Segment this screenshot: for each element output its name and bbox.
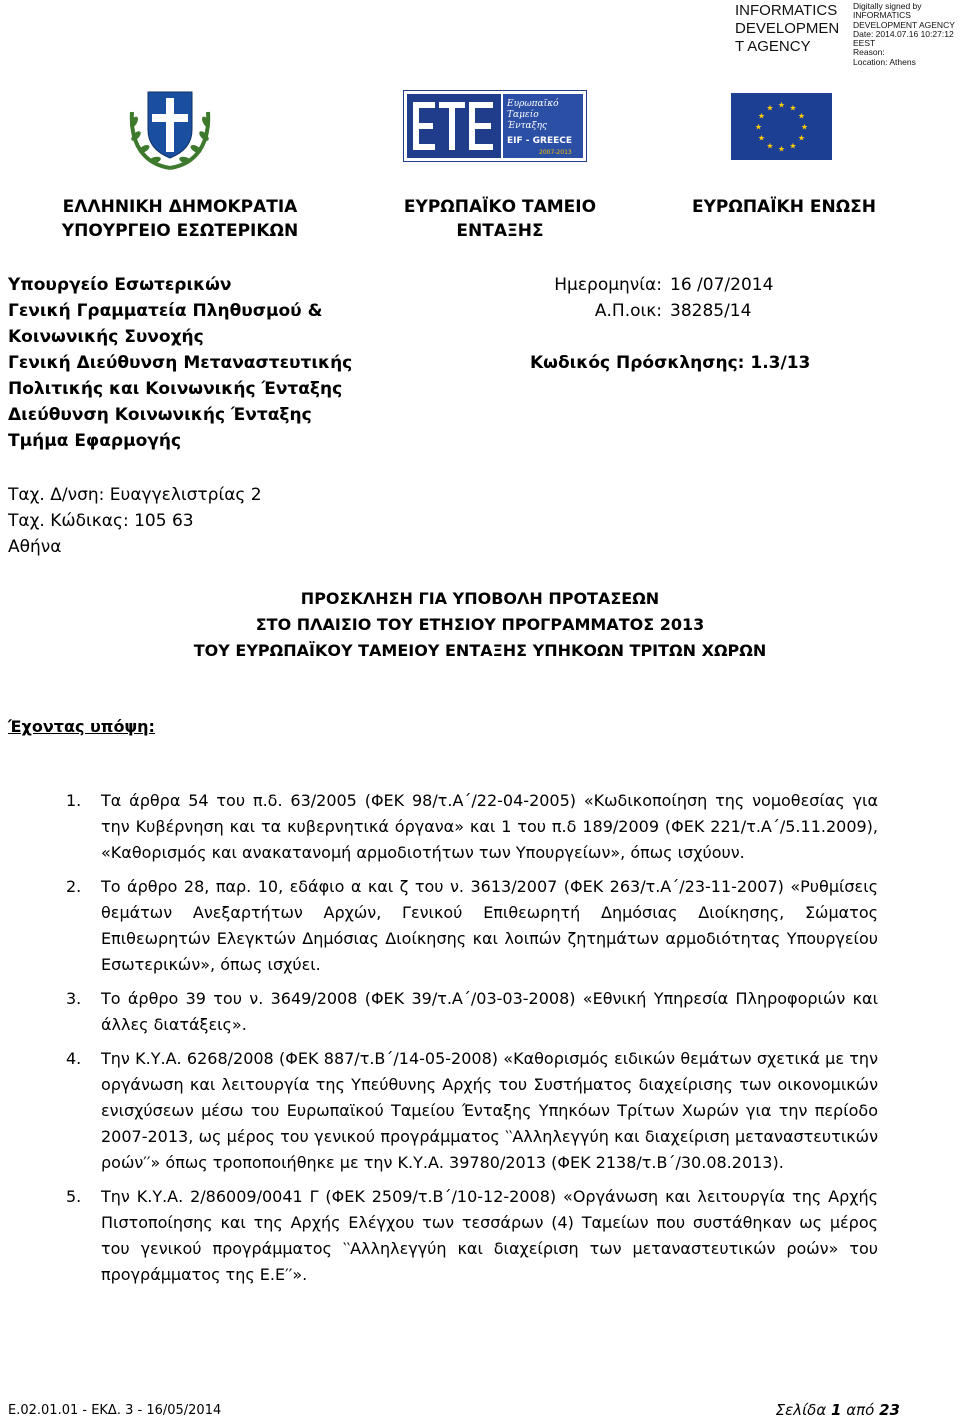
reference-value: 38285/14 <box>670 301 752 321</box>
etf-years-text: 2007-2013 <box>539 149 572 156</box>
considering-heading: Έχοντας υπόψη: <box>8 717 155 736</box>
list-item: 3. Το άρθρο 39 του ν. 3649/2008 (ΦΕΚ 39/τ.Α΄/03-03-2008) «Εθνική Υπηρεσία Πληροφοριών και άλλες διατάξεις». <box>66 989 878 1034</box>
header-hellenic-republic: ΕΛΛΗΝΙΚΗ ΔΗΜΟΚΡΑΤΙΑ ΥΠΟΥΡΓΕΙΟ ΕΣΩΤΕΡΙΚΩΝ <box>61 197 299 241</box>
reference-label: Α.Π.οικ: <box>594 301 662 321</box>
svg-text:★: ★ <box>789 103 797 113</box>
european-integration-fund-logo <box>403 90 587 162</box>
call-code-row <box>530 350 950 376</box>
footer-document-code: Ε.02.01.01 - ΕΚΔ. 3 - 16/05/2014 <box>8 1403 222 1418</box>
header-european-union: ΕΥΡΩΠΑΪΚΗ ΕΝΩΣΗ <box>692 197 876 217</box>
date-label: Ημερομηνία: <box>554 275 662 295</box>
etf-text-line-3: Ένταξης <box>507 121 548 131</box>
etf-text-line-1: Ευρωπαϊκό <box>507 99 559 109</box>
header-integration-fund: ΕΥΡΩΠΑΪΚΟ ΤΑΜΕΙΟ ΕΝΤΑΞΗΣ <box>403 197 597 241</box>
svg-text:★: ★ <box>757 111 766 121</box>
svg-text:★: ★ <box>777 100 786 110</box>
etf-badge-text: EIF - GREECE <box>507 136 573 146</box>
document-title: ΠΡΟΣΚΛΗΣΗ ΓΙΑ ΥΠΟΒΟΛΗ ΠΡΟΤΑΣΕΩΝ ΣΤΟ ΠΛΑΙΣΙΟ ΤΟΥ ΕΤΗΣΙΟΥ ΠΡΟΓΡΑΜΜΑΤΟΣ 2013 ΤΟΥ ΕΥΡΩΠΑΪΚΟΥ ΤΑΜΕΙΟΥ ΕΝΤΑΞΗΣ ΥΠΗΚΟΩΝ ΤΡΙΤΩΝ ΧΩΡΩΝ <box>193 589 767 660</box>
postal-address: Ταχ. Δ/νση: Ευαγγελιστρίας 2 Ταχ. Κώδικας: 105 63 Αθήνα <box>8 485 262 557</box>
date-row <box>530 272 950 298</box>
sender-organisation: Υπουργείο Εσωτερικών Γενική Γραμματεία Πληθυσμού & Κοινωνικής Συνοχής Γενική Διεύθυνση Μεταναστευτικής Πολιτικής και Κοινωνικής Ένταξης Διεύθυνση Κοινωνικής Ένταξης Τμήμα Εφαρμογής <box>8 275 353 451</box>
list-item: 2. Το άρθρο 28, παρ. 10, εδάφιο α και ζ του ν. 3613/2007 (ΦΕΚ 263/τ.Α΄/23-11-2007) «Ρυθμίσεις θεμάτων Ανεξαρτήτων Αρχών, Γενικού Επιθεωρητή Δημόσιας Διοίκησης, Σώματος Επιθεωρητών Ελεγκτών Δημόσιας Διοίκησης και λοιπών ζητημάτων αρμοδιότητας Υπουργείου Εσωτερικών», όπως ισχύει. <box>66 877 878 974</box>
svg-text:★: ★ <box>797 133 806 143</box>
list-item: 4. Την Κ.Υ.Α. 6268/2008 (ΦΕΚ 887/τ.Β΄/14-05-2008) «Καθορισμός ειδικών θεμάτων σχετικά με την οργάνωση και λειτουργία της Υπεύθυνης Αρχής του Συστήματος διαχείρισης των οικονομικών ενισχύσεων μέσω του Ευρωπαϊκού Ταμείου Ένταξης Υπηκόων Τρίτων Χωρών για την περίοδο 2007-2013, ως μέρος του γενικού προγράμματος ‵‵Αλληλεγγύη και διαχείριση μεταναστευτικών ροών′′» όπως τροποποιήθηκε με την Κ.Υ.Α. 39780/2013 (ΦΕΚ 2138/τ.Β΄/30.08.2013). <box>66 1049 878 1172</box>
call-code: Κωδικός Πρόσκλησης: 1.3/13 <box>530 353 811 373</box>
list-item: 5. Την Κ.Υ.Α. 2/86009/0041 Γ (ΦΕΚ 2509/τ.Β΄/10-12-2008) «Οργάνωση και λειτουργία της Αρχής Πιστοποίησης και της Αρχής Ελέγχου των τεσσάρων (4) Ταμείων που συστάθηκαν ως μέρος του γενικού προγράμματος ‵‵Αλληλεγγύη και διαχείριση των μεταναστευτικών ροών» του προγράμματος της Ε.Ε′′». <box>66 1187 878 1284</box>
considerations-list <box>66 788 878 1296</box>
svg-text:★: ★ <box>789 141 797 151</box>
signature-signer-name: INFORMATICS DEVELOPMEN T AGENCY <box>735 2 840 55</box>
svg-text:★: ★ <box>757 133 766 143</box>
reference-row <box>530 298 950 324</box>
svg-text:★: ★ <box>766 141 774 151</box>
svg-text:★: ★ <box>800 122 809 132</box>
footer-page-number: Σελίδα 1 από 23 <box>775 1401 900 1419</box>
signature-details: Digitally signed by INFORMATICS DEVELOPMENT AGENCY Date: 2014.07.16 10:27:12 EEST Reason: Location: Athens <box>853 1 955 67</box>
greek-coat-of-arms-logo <box>124 84 216 174</box>
list-item: 1. Τα άρθρα 54 του π.δ. 63/2005 (ΦΕΚ 98/τ.Α΄/22-04-2005) «Κωδικοποίηση της νομοθεσίας για την Κυβέρνηση και τα κυβερνητικά όργανα» και 1 του π.δ 189/2009 (ΦΕΚ 221/τ.Α΄/5.11.2009), «Καθορισμός και ανακατανομή αρμοδιοτήτων των Υπουργείων», όπως ισχύουν. <box>66 791 878 862</box>
etf-text-line-2: Ταμείο <box>507 110 539 120</box>
svg-text:★: ★ <box>797 111 806 121</box>
svg-text:★: ★ <box>754 122 763 132</box>
eu-flag-logo <box>731 93 832 160</box>
date-value: 16 /07/2014 <box>670 275 774 295</box>
svg-text:★: ★ <box>777 144 786 154</box>
svg-text:★: ★ <box>766 103 774 113</box>
document-meta <box>530 272 950 376</box>
